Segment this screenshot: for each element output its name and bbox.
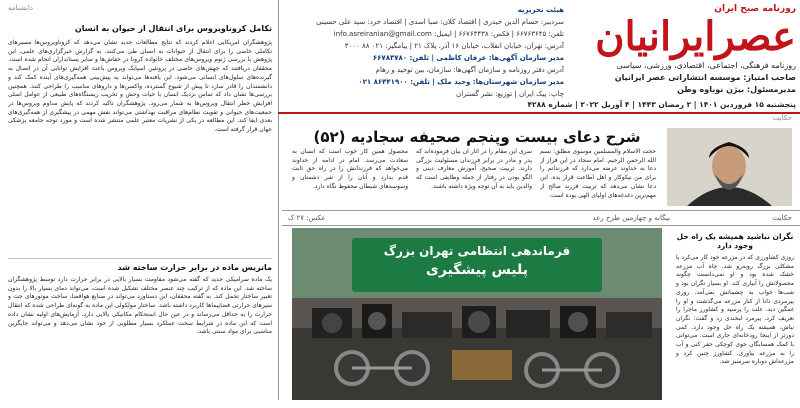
info-line: هیئت تحریریه [517, 6, 564, 14]
author-portrait [667, 128, 792, 206]
prayer-column: حجت الاسلام والمسلمین موسوی مطلق: بسم الله الرحمن الرحیم. امام سجاد در این فراز از دعا به خداوند عرضه می‌دارد که فرزندانم را برای من نیکوکار و اهل اطاعت قرار بده. این دعا نشان می‌دهد که تربیت فرزند صالح از مهم‌ترین دغدغه‌های اولیای الهی بوده است. [540, 148, 656, 199]
left-column [0, 0, 279, 400]
section-label: حکایت [772, 114, 792, 122]
section-strip [282, 210, 800, 226]
info-line: آدرس: تهران، خیابان انقلاب، خیابان ۱۶ آذر، پلاک ۲۱ | پیامگیر: ۰۲۱ ۸۸ ۳۰۰۰ [344, 42, 564, 50]
info-line: تلفن: ۶۶۷۶۳۶۴۵ | فکس: ۶۶۷۶۳۴۳۸ | ایمیل: info.asreiranian@gmail.com [333, 30, 564, 38]
article-title: ماتریس ماده در برابر حرارت ساخته شد [117, 263, 272, 272]
newspaper-logo: عصرایرانیان [595, 13, 796, 60]
info-line: مدیر سازمان شهرستان‌ها: وحید ملک | تلفن: ۸۶۴۴۱۹۰۰ ۰۲۱ [358, 78, 564, 86]
police-banner [352, 238, 602, 292]
prayer-columns [292, 148, 656, 206]
prayer-headline: شرح دعای بیست وپنجم صحیفه سجادیه (۵۲) [313, 128, 641, 146]
article-coronavirus [8, 24, 272, 259]
tagline: روزنامه فرهنگی، اجتماعی، اقتصادی، ورزشی، سیاسی [616, 61, 796, 70]
director-line: مدیرمسئول: بیژن نوباوه وطن [677, 85, 796, 94]
story-body: روزی کشاورزی که در مزرعه خود کار می‌کرد با مشکلی بزرگ روبه‌رو شد. چاه آب مزرعه خشک شده بود و او نمی‌دانست چگونه محصولاتش را آبیاری کند. او بسیار نگران بود و شب‌ها خواب به چشمانش نمی‌آمد. روزی پیرمردی دانا از کنار مزرعه می‌گذشت و او را غمگین دید. علت را پرسید و کشاورز ماجرا را تعریف کرد. پیرمرد لبخندی زد و گفت: نگران نباش، همیشه یک راه حل وجود دارد. کمی دورتر از اینجا رودخانه‌ای جاری است. می‌توانی با کمک همسایگان جوی کوچکی حفر کنی و آب را به مزرعه بیاوری. کشاورز چنین کرد و مزرعه‌اش دوباره سرسبز شد. [676, 254, 794, 366]
main-area [282, 112, 800, 400]
prayer-section [282, 112, 800, 210]
info-line: مدیر سازمان آگهی‌ها: عرفان کاظمی | تلفن: ۶۶۷۸۳۷۸۰ [372, 54, 564, 62]
masthead-info [284, 4, 564, 108]
story-column [670, 228, 800, 400]
strip-label-left: عکس: ۲۷ ک [288, 214, 326, 222]
banner-line: پلیس پیشگیری [426, 262, 528, 278]
left-section-label: دانشنامه [8, 4, 34, 12]
banner-line: فرماندهی انتظامی تهران بزرگ [383, 244, 571, 258]
logo-block [568, 4, 796, 108]
article-body: پژوهشگران آمریکایی اعلام کردند که نتایج مطالعات جدید نشان می‌دهد که کروناویروس‌ها مسیرهای تکاملی خاصی را برای انتقال از حیوانات به انسان طی می‌کنند. به گزارش خبرگزاری‌های علمی، این پژوهش با بررسی ژنوم ویروس‌های مختلف خانواده کرونا در خفاش‌ها و سایر پستانداران انجام شده است. محققان دریافتند که جهش‌های خاصی در پروتئین اسپایک ویروس باعث افزایش توانایی آن در اتصال به گیرنده‌های سلول‌های انسانی می‌شود. این یافته‌ها می‌تواند به پیش‌بینی همه‌گیری‌های آینده کمک کند و دانشمندان را قادر سازد تا پیش از شیوع گسترده، واکسن‌ها و داروهای مناسب را طراحی کنند. همچنین بررسی‌ها نشان داد که تماس نزدیک انسان با حیات وحش و تخریب زیستگاه‌های طبیعی از عوامل اصلی افزایش خطر انتقال ویروس‌ها به شمار می‌رود. پژوهشگران تاکید کردند که پایش مداوم ویروس‌ها در جمعیت‌های حیوانی و تقویت نظام‌های مراقبت بهداشتی می‌تواند نقش مهمی در پیشگیری از همه‌گیری‌های بعدی ایفا کند. این مطالعه در یکی از نشریات معتبر علمی منتشر شده است و مورد توجه جامعه پزشکی جهان قرار گرفته است. [8, 39, 272, 134]
logo-subtitle: روزنامه صبح ایران [714, 4, 796, 14]
masthead [278, 0, 800, 114]
info-line: آدرس دفتر روزنامه و سازمان آگهی‌ها: سازمان، بین توحید و رهام [375, 66, 564, 74]
info-line: چاپ: پیک ایران | توزیع: نشر گستران [456, 90, 564, 98]
article-title: تکامل کروناویروس برای انتقال از حیوان به انسان [74, 24, 272, 33]
strip-label-right: حکایت [772, 214, 792, 222]
prayer-column: سری این مقام را در آثار آن بیان فرموده‌اند که پدر و مادر در برابر فرزندان مسئولیت بزرگی دارند. تربیت صحیح، آموزش معارف دینی و الگو بودن در رفتار از جمله وظایفی است که والدین باید به آن توجه ویژه داشته باشند. [416, 148, 532, 190]
info-line: سردبیر: حسام الدین حیدری | اقتصاد کلان: صبا اسدی | اقتصاد خرد: سید علی حسینی [316, 18, 564, 26]
owner-line: صاحب امتیاز: موسسه انتشاراتی عصر ایرانیان [614, 73, 796, 82]
date-line: پنجشنبه ۱۵ فروردین ۱۴۰۱ | ۲ رمضان ۱۴۴۳ | ۴ آوریل ۲۰۲۲ | شماره ۴۲۸۸ [527, 100, 796, 109]
strip-label-mid: بیگانه و چهارمین طرح رعد [592, 214, 670, 222]
prayer-column: محصول همین کار خوب است که انسان به سعادت می‌رسد. امام در ادامه از خداوند می‌خواهد که فرزندانش را در راه حق ثابت قدم بدارد و آنان را از شر دشمنان و وسوسه‌های شیطان محفوظ نگاه دارد. [292, 148, 408, 190]
article-body: یک ماده سرامیکی جدید که گفته می‌شود مقاومت بسیار بالایی در برابر حرارت دارد توسط پژوهشگران ساخته شد. این ماده که از ترکیب چند عنصر مختلف تشکیل شده است، می‌تواند دمای بسیار بالا را بدون تغییر ساختار تحمل کند. به گفته محققان، این دستاورد می‌تواند در صنایع هوافضا، ساخت موتورهای جت و سپرهای حرارتی فضاپیماها کاربرد داشته باشد. ساختار مولکولی این ماده به گونه‌ای طراحی شده که انتقال حرارت را به حداقل می‌رساند و در عین حال استحکام مکانیکی بالایی دارد. آزمایش‌های اولیه نشان داده است که این ماده در شرایط سخت عملکرد بسیار مطلوبی از خود نشان می‌دهد و می‌تواند جایگزین مناسبی برای مواد سنتی باشد. [8, 276, 272, 336]
story-title: نگران نباشید همیشه یک راه حل وجود دارد [676, 232, 794, 250]
police-seizure-photo [292, 228, 662, 400]
article-heat-material [8, 258, 272, 408]
